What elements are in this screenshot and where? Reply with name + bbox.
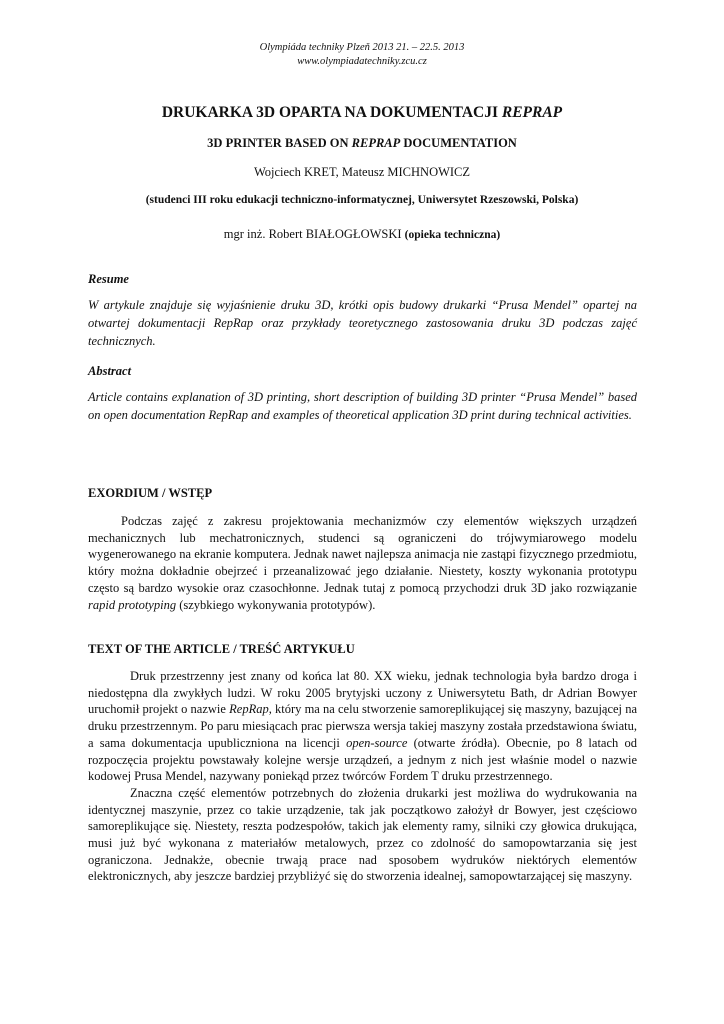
paper-subtitle [0,135,724,151]
supervisor-role: (opieka techniczna) [404,229,501,241]
exordium-body [88,513,637,613]
conference-header [0,41,724,69]
exordium-text-a: Podczas zajęć z zakresu projektowania mechanizmów czy elementów większych urządzeń mechanicznych lub mechatronicznych, studenci są ograniczeni do trójwymiarowego modelu wygenerowanego na ekranie komputera. Jednak nawet najlepsza animacja nie zastąpi fizycznego przedmiotu, który można dokładnie obejrzeć i przeanalizować jego działanie. Niestety, koszty wykonania prototypu często są bardzo wysokie oraz czasochłonne. Jednak tutaj z pomocą przychodzi druk 3D jako rozwiązanie [88,514,637,595]
resume-label: Resume [88,272,129,286]
subtitle-prefix: 3D PRINTER BASED ON [207,136,352,150]
subtitle-italic: REPRAP [351,136,401,150]
article-paragraph-1 [88,668,637,785]
article-heading: TEXT OF THE ARTICLE / TREŚĆ ARTYKUŁU [88,642,355,656]
exordium-heading: EXORDIUM / WSTĘP [88,486,213,500]
website-line: www.olympiadatechniky.zcu.cz [297,56,427,67]
article-body [88,668,637,885]
conference-line: Olympiáda techniky Plzeň 2013 21. – 22.5. 2013 [259,42,465,53]
affiliation-line: (studenci III roku edukacji techniczno-informatycznej, Uniwersytet Rzeszowski, Polska) [145,194,579,206]
supervisor-name: mgr inż. Robert BIAŁOGŁOWSKI [223,227,405,241]
subtitle-suffix: DOCUMENTATION [400,136,517,150]
supervisor-line [0,226,724,243]
exordium-italic: rapid prototyping [88,597,177,612]
article-paragraph-2: Znaczna część elementów potrzebnych do złożenia drukarki jest możliwa do wydrukowania na identycznej maszynie, przez co takie urządzenie, tak jak początkowo założył dr Bowyer, jest częściowo samoreplikujące się. Niestety, reszta podzespołów, takich jak elementy ramy, silniki czy głowica drukująca, musi już być wykonana z materiałów metalowych, przez co zdolność do samopowtarzania się jest ograniczona. Jednakże, obecnie trwają prace nad sposobem wydruków niektórych elementów elektronicznych, aby jeszcze bardziej przybliżyć się do stworzenia idealnej, samopowtarzającej się maszyny. [88,785,637,884]
abstract-text: Article contains explanation of 3D printing, short description of building 3D printer “Prusa Mendel” based on open documentation RepRap and examples of theoretical application 3D print during technical activities. [88,390,637,422]
article-text-b: , który ma na celu stworzenie samoreplikującej się maszyny, bazującej na druku przestrzennym. Po paru miesiącach prac pierwsza wersja takiej maszyny została przedstawiona światu, a sama dokumentacja upubliczniona na licencji [88,702,638,750]
title-main-text: DRUKARKA 3D OPARTA NA DOKUMENTACJI [161,104,502,121]
article-text-a: Druk przestrzenny jest znany od końca lat 80. XX wieku, jednak technologia była bardzo droga i niedostępna dla zwykłych ludzi. W roku 2005 brytyjski uczony z Uniwersytetu Bath, dr Adrian Bowyer uruchomił projekt o nazwie [88,669,637,717]
article-italic-opensource: open-source [346,735,408,750]
resume-text: W artykule znajduje się wyjaśnienie druku 3D, krótki opis budowy drukarki “Prusa Mendel” opartej na otwartej dokumentacji RepRap oraz przykłady teoretycznego zastosowania druku 3D podczas zajęć technicznych. [88,298,637,348]
exordium-paragraph [88,513,637,613]
title-main-italic: REPRAP [501,104,563,121]
article-text-c: (otwarte źródła). Obecnie, po 8 latach od rozpoczęcia projektu powstawały kolejne wersje urządzeń, a jednym z nich jest właśnie model o nazwie kodowej Prusa Mendel, nazywany poniekąd przez twórców Fordem T druku przestrzennego. [88,735,637,784]
abstract-label: Abstract [88,364,132,378]
exordium-text-b: (szybkiego wykonywania prototypów). [176,597,376,612]
article-italic-reprap: RepRap [229,702,269,717]
paper-title [0,103,724,123]
authors-line: Wojciech KRET, Mateusz MICHNOWICZ [253,165,471,179]
